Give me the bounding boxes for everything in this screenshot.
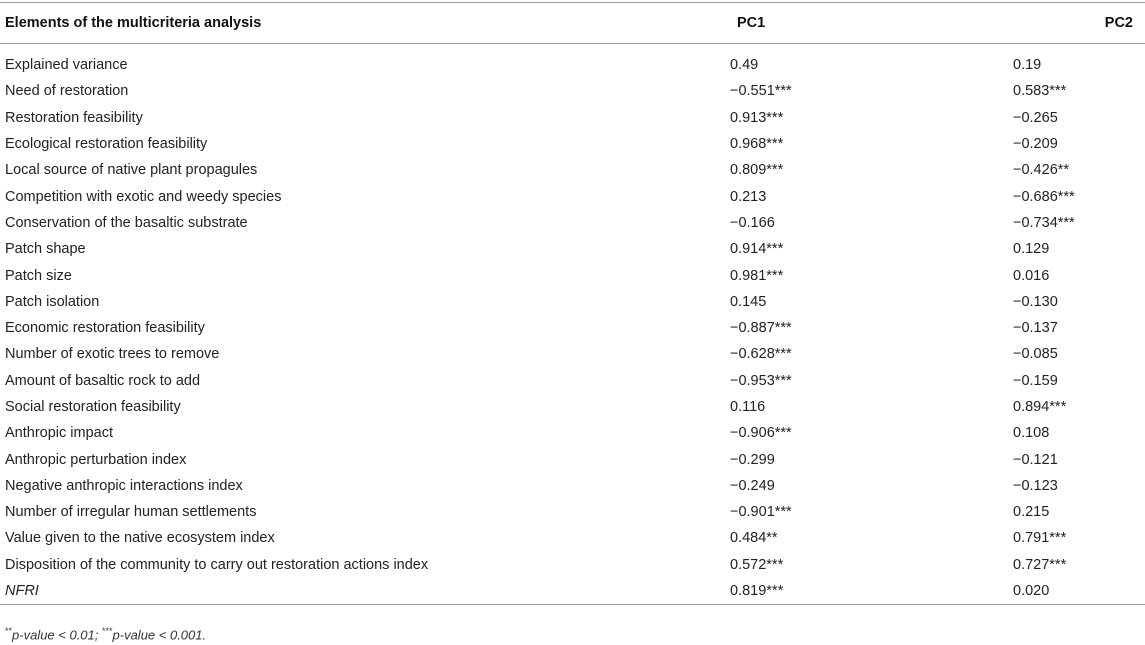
pc2-value: 0.583*** (1013, 83, 1067, 100)
table-row (0, 552, 1145, 578)
pc1-value: −0.628*** (730, 346, 792, 363)
pc1-value: 0.968*** (730, 136, 784, 153)
pc1-value: −0.906*** (730, 425, 792, 442)
spacer-row (0, 44, 1145, 53)
table-row (0, 289, 1145, 315)
table-header (0, 3, 1145, 44)
row-label: Patch shape (5, 241, 86, 258)
row-label: Social restoration feasibility (5, 399, 181, 415)
row-label: Value given to the native ecosystem index (5, 530, 275, 547)
pc2-value: 0.215 (1013, 504, 1050, 521)
pc2-value: 0.020 (940, 578, 1145, 605)
pc2-value: −0.137 (1013, 320, 1058, 337)
pc2-value: 0.791*** (1013, 530, 1067, 547)
table-row (0, 210, 1145, 236)
table-row (0, 315, 1145, 341)
pc1-value: −0.887*** (730, 320, 792, 337)
table-row (0, 368, 1145, 394)
footnote-mark-2: *** (102, 626, 113, 636)
pca-loadings-table (0, 2, 1145, 605)
table-row (0, 525, 1145, 551)
row-label: Amount of basaltic rock to add (5, 372, 201, 389)
table-row (0, 341, 1145, 367)
pc2-value: 0.129 (1013, 241, 1050, 258)
table-row (0, 131, 1145, 157)
pc2-value: −0.734*** (1013, 214, 1075, 231)
table-row (0, 394, 1145, 420)
row-label: Patch size (5, 267, 72, 284)
table-row (0, 262, 1145, 288)
pc1-value: −0.166 (730, 214, 775, 231)
pc1-value: −0.249 (730, 477, 775, 494)
pc1-value: 0.116 (730, 399, 766, 415)
pc2-value: −0.686*** (1013, 188, 1075, 205)
header-pc2: PC2 (940, 3, 1145, 44)
table-row (0, 52, 1145, 78)
pc2-value: −0.085 (1013, 346, 1058, 363)
table-row (0, 499, 1145, 525)
row-label: Anthropic impact (5, 425, 113, 442)
pc1-value: 0.981*** (730, 267, 784, 284)
header-pc1: PC1 (720, 3, 940, 44)
pc1-value: 0.145 (730, 293, 767, 310)
pc2-value: 0.108 (1013, 425, 1050, 442)
table-row (0, 420, 1145, 446)
pc1-value: 0.572*** (730, 556, 784, 573)
pc2-value: 0.19 (1013, 57, 1042, 74)
pc2-value: −0.121 (1013, 451, 1058, 468)
footnote-text-1: p-value < 0.01; (12, 627, 102, 643)
pc2-value: −0.159 (1013, 372, 1058, 389)
pc1-value: −0.551*** (730, 83, 792, 100)
table-row (0, 183, 1145, 209)
row-label: Local source of native plant propagules (5, 162, 258, 179)
row-label: Disposition of the community to carry out restoration actions index (5, 556, 429, 573)
table-row (0, 446, 1145, 472)
table-footnote (5, 626, 206, 642)
pc1-value: 0.809*** (730, 162, 784, 179)
row-label: Explained variance (5, 57, 128, 74)
pc1-value: 0.914*** (730, 241, 784, 258)
table-row (0, 78, 1145, 104)
pc2-value: 0.016 (1013, 267, 1050, 284)
footnote-text-2: p-value < 0.001. (112, 627, 207, 643)
header-elements: Elements of the multicriteria analysis (0, 3, 720, 44)
row-label: Conservation of the basaltic substrate (5, 214, 248, 231)
row-label: Negative anthropic interactions index (5, 477, 243, 494)
pc1-value: 0.913*** (730, 109, 784, 126)
pc1-value: −0.953*** (730, 372, 792, 389)
table-row (0, 473, 1145, 499)
table-row (0, 236, 1145, 262)
row-label: NFRI (0, 578, 720, 605)
pc2-value: −0.426** (1013, 162, 1070, 179)
pc2-value: 0.894*** (1013, 399, 1067, 415)
row-label: Economic restoration feasibility (5, 320, 205, 337)
row-label: Patch isolation (5, 293, 100, 310)
pc1-value: 0.819*** (720, 578, 940, 605)
table-row (0, 105, 1145, 131)
row-label: Number of exotic trees to remove (5, 346, 220, 363)
pc2-value: −0.209 (1013, 136, 1058, 153)
footnote-mark-1: ** (5, 626, 13, 636)
pc1-value: −0.901*** (730, 504, 792, 521)
pc2-value: −0.130 (1013, 293, 1058, 310)
row-label: Ecological restoration feasibility (5, 136, 208, 153)
pc2-value: 0.727*** (1013, 556, 1067, 573)
pc1-value: 0.484** (730, 530, 778, 547)
table-row (0, 157, 1145, 183)
row-label: Number of irregular human settlements (5, 504, 257, 521)
table-row (0, 578, 1145, 605)
row-label: Anthropic perturbation index (5, 451, 187, 468)
pc1-value: 0.213 (730, 188, 767, 205)
header-row (0, 3, 1145, 44)
pc1-value: 0.49 (730, 57, 759, 74)
pc1-value: −0.299 (730, 451, 775, 468)
table-body (0, 44, 1145, 605)
pc2-value: −0.265 (1013, 109, 1058, 126)
row-label: Restoration feasibility (5, 109, 143, 126)
pc2-value: −0.123 (1013, 477, 1058, 494)
row-label: Need of restoration (5, 83, 129, 100)
row-label: Competition with exotic and weedy species (5, 188, 282, 205)
